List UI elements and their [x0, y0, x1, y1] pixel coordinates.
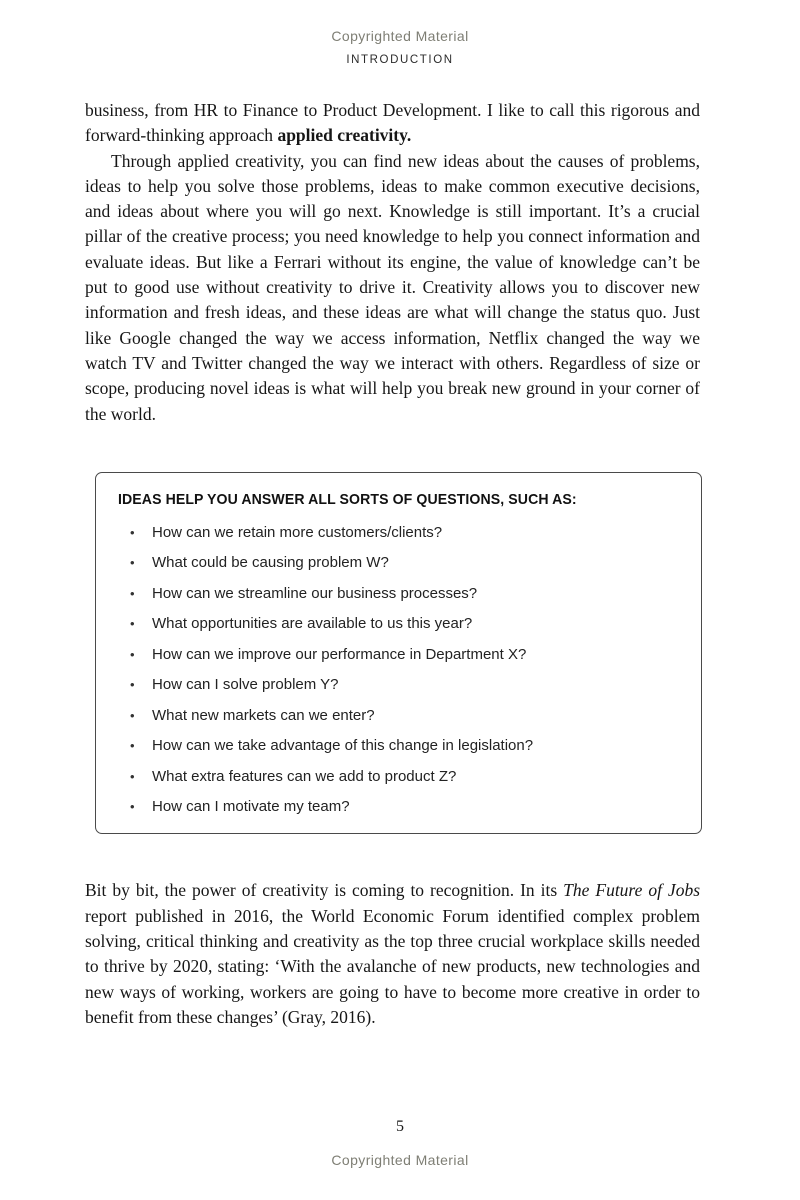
- section-title: INTRODUCTION: [346, 54, 454, 66]
- list-item: [130, 585, 679, 602]
- bullet-icon: •: [130, 707, 135, 723]
- page-number: 5: [396, 1118, 404, 1135]
- list-item-label: What extra features can we add to product Z?: [152, 767, 457, 785]
- list-item-label: How can we take advantage of this change in legislation?: [152, 737, 534, 755]
- callout-box: [95, 472, 702, 835]
- bullet-icon: •: [130, 616, 135, 632]
- list-item: [130, 768, 679, 785]
- bullet-icon: •: [130, 524, 135, 540]
- text-segment: Through applied creativity, you can find new ideas about the causes of problems, ideas to help you solve those problems, ideas to make common executive decisions, and ideas about where you will go next. Knowledge is still important. It’s a crucial pillar of the creative process; you need knowledge to help you connect information and evaluate ideas. But like a Ferrari without its engine, the value of knowledge can’t be put to good use without creativity to drive it. Creativity allows you to discover new information and fresh ideas, and these ideas are what will change the status quo. Just like Google changed the way we access information, Netflix changed the way we watch TV and Twitter changed the way we interact with others. Regardless of size or scope, producing novel ideas is what will help you break new ground in your corner of the world.: [85, 150, 700, 424]
- body-paragraph: [85, 98, 700, 149]
- bullet-icon: •: [130, 677, 135, 693]
- bullet-icon: •: [130, 646, 135, 662]
- list-item-label: How can we retain more customers/clients?: [152, 523, 443, 541]
- copyright-notice-top: Copyrighted Material: [331, 28, 469, 44]
- list-item: [130, 554, 679, 571]
- body-paragraph: [85, 149, 700, 427]
- list-item: [130, 707, 679, 724]
- list-item-label: How can we improve our performance in Department X?: [152, 645, 527, 663]
- text-segment: report published in 2016, the World Economic Forum identified complex problem solving, critical thinking and creativity as the top three crucial workplace skills needed to thrive by 2020, stating: ‘With the avalanche of new products, new technologies and new ways of working, workers are going to have to become more creative in order to benefit from these changes’ (Gray, 2016).: [85, 905, 700, 1027]
- callout-list: [118, 524, 679, 816]
- list-item-label: What new markets can we enter?: [152, 706, 375, 724]
- text-segment: applied creativity.: [277, 125, 412, 146]
- list-item-label: How can I motivate my team?: [152, 798, 350, 816]
- closing-text: [85, 878, 700, 1030]
- text-segment: Bit by bit, the power of creativity is coming to recognition. In its: [85, 880, 564, 901]
- bullet-icon: •: [130, 768, 135, 784]
- callout-heading: IDEAS HELP YOU ANSWER ALL SORTS OF QUESTIONS, SUCH AS:: [118, 490, 577, 508]
- list-item: [130, 798, 679, 815]
- copyright-notice-bottom: Copyrighted Material: [331, 1152, 469, 1168]
- text-segment: business, from HR to Finance to Product Development. I like to call this rigorous and forward-thinking approach: [85, 100, 700, 146]
- list-item: [130, 737, 679, 754]
- list-item: [130, 524, 679, 541]
- text-segment: The Future of Jobs: [563, 880, 700, 901]
- list-item-label: What could be causing problem W?: [152, 554, 389, 572]
- bullet-icon: •: [130, 738, 135, 754]
- list-item-label: How can we streamline our business processes?: [152, 584, 478, 602]
- bullet-icon: •: [130, 799, 135, 815]
- body-paragraph: [85, 878, 700, 1030]
- list-item-label: What opportunities are available to us this year?: [152, 615, 473, 633]
- list-item: [130, 615, 679, 632]
- list-item: [130, 646, 679, 663]
- bullet-icon: •: [130, 555, 135, 571]
- bullet-icon: •: [130, 585, 135, 601]
- list-item: [130, 676, 679, 693]
- body-text: [85, 98, 700, 427]
- list-item-label: How can I solve problem Y?: [152, 676, 339, 694]
